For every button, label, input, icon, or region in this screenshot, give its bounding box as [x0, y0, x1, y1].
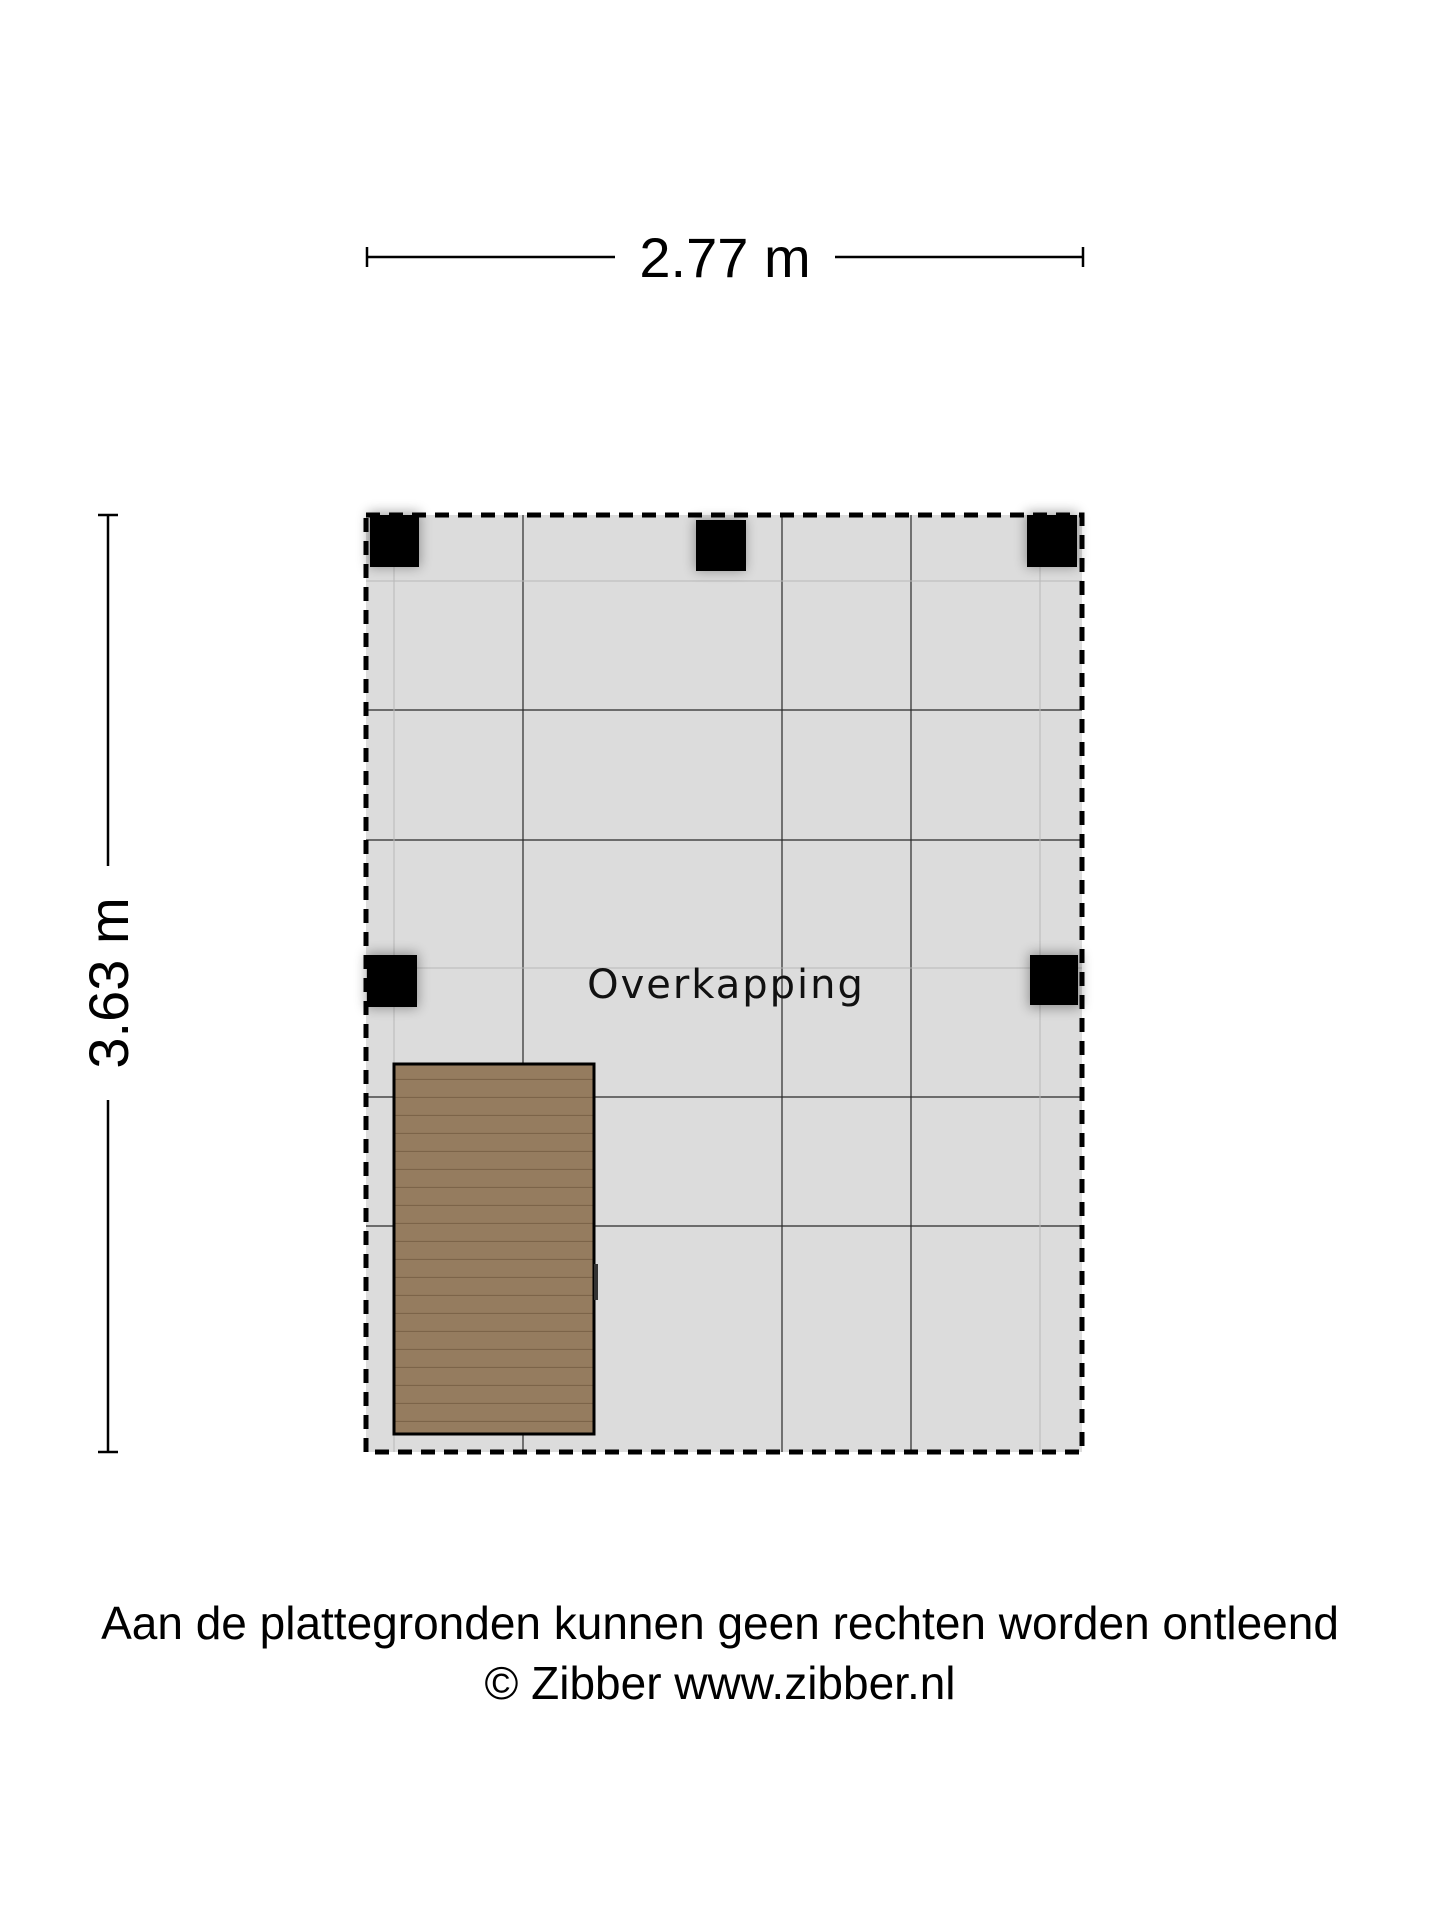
room-label: Overkapping	[587, 962, 865, 1008]
disclaimer-line-2: © Zibber www.zibber.nl	[484, 1657, 956, 1709]
width-dimension	[367, 226, 1083, 289]
pillar-top-middle	[695, 519, 746, 571]
pillar-top-right	[1026, 512, 1078, 567]
width-label: 2.77 m	[639, 226, 811, 289]
room-overkapping	[366, 512, 1082, 1452]
pillar-middle-right	[1029, 953, 1081, 1008]
pillar-middle-left	[366, 953, 418, 1008]
wooden-cabinet	[394, 1064, 598, 1434]
height-label: 3.63 m	[77, 897, 140, 1069]
pillar-top-left	[368, 512, 420, 567]
height-dimension	[77, 515, 140, 1452]
disclaimer-line-1: Aan de plattegronden kunnen geen rechten worden ontleend	[101, 1597, 1339, 1649]
